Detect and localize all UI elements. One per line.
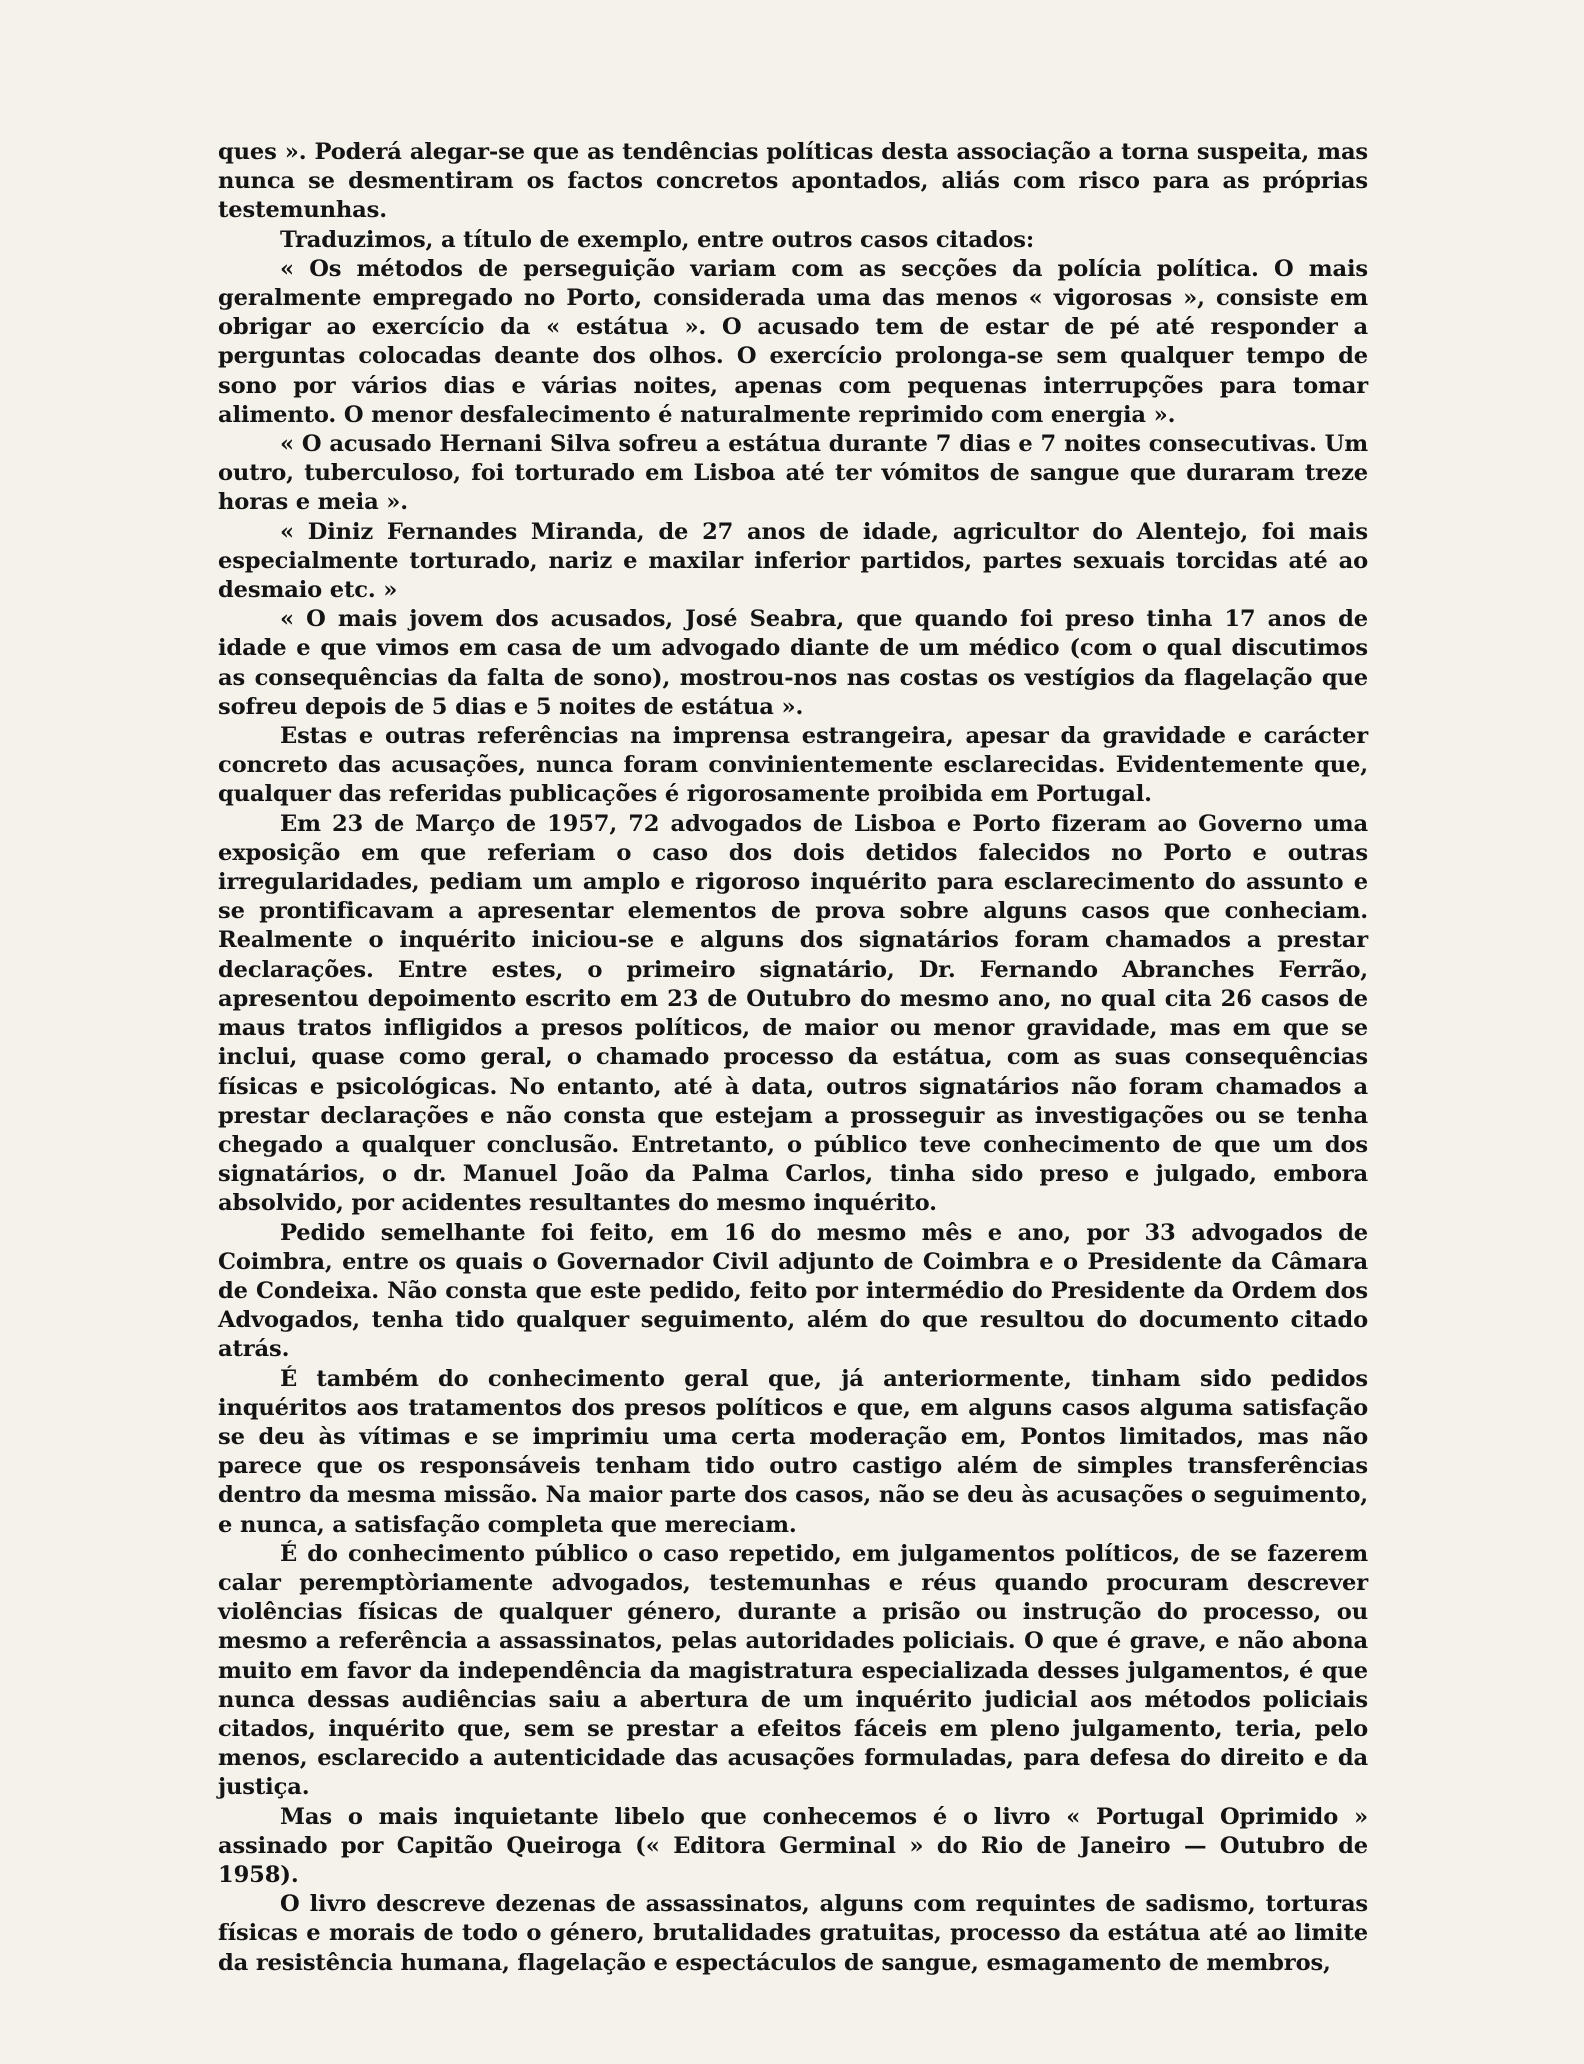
paragraph-intro-examples: Traduzimos, a título de exemplo, entre outros casos citados: bbox=[280, 226, 1035, 253]
paragraph-foreign-press: Estas e outras referências na imprensa estrangeira, apesar da gravidade e carácter concreto das acusações, nunca foram convinientemente esclarecidas. Evidentemente que, qualquer das referidas publicações é rigorosamente proibida em Portugal. bbox=[218, 723, 1368, 808]
body-text bbox=[218, 138, 1368, 1978]
paragraph-book-description: O livro descreve dezenas de assassinatos, alguns com requintes de sadismo, torturas físicas e morais de todo o género, brutalidades gratuitas, processo da estátua até ao limite da resistência humana, flagelação e espectáculos de sangue, esmagamento de membros, bbox=[218, 1891, 1368, 1976]
paragraph-quote-hernani: « O acusado Hernani Silva sofreu a estátua durante 7 dias e 7 noites consecutivas. Um outro, tuberculoso, foi torturado em Lisboa até ter vómitos de sangue que duraram treze horas e meia ». bbox=[218, 431, 1368, 516]
paragraph-lawyers-lisbon: Em 23 de Março de 1957, 72 advogados de Lisboa e Porto fizeram ao Governo uma exposição em que referiam o caso dos dois detidos falecidos no Porto e outras irregularidades, pediam um amplo e rigoroso inquérito para esclarecimento do assunto e se prontificavam a apresentar elementos de prova sobre alguns casos que conheciam. Realmente o inquérito iniciou-se e alguns dos signatários foram chamados a prestar declarações. Entre estes, o primeiro signatário, Dr. Fernando Abranches Ferrão, apresentou depoimento escrito em 23 de Outubro do mesmo ano, no qual cita 26 casos de maus tratos infligidos a presos políticos, de maior ou menor gravidade, mas em que se inclui, quase como geral, o chamado processo da estátua, com as suas consequências físicas e psicológicas. No entanto, até à data, outros signatários não foram chamados a prestar declarações e não consta que estejam a prosseguir as investigações ou se tenha chegado a qualquer conclusão. Entretanto, o público teve conhecimento de que um dos signatários, o dr. Manuel João da Palma Carlos, tinha sido preso e julgado, embora absolvido, por acidentes resultantes do mesmo inquérito. bbox=[218, 810, 1368, 1217]
paragraph-quote-diniz: « Diniz Fernandes Miranda, de 27 anos de idade, agricultor do Alentejo, foi mais especialmente torturado, nariz e maxilar inferior partidos, partes sexuais torcidas até ao desmaio etc. » bbox=[218, 518, 1368, 604]
paragraph-book-reference: Mas o mais inquietante libelo que conhecemos é o livro « Portugal Oprimido » assinado por Capitão Queiroga (« Editora Germinal » do Rio de Janeiro — Outubro de 1958). bbox=[218, 1803, 1368, 1888]
paragraph-political-trials: É do conhecimento público o caso repetido, em julgamentos políticos, de se fazerem calar peremptòriamente advogados, testemunhas e réus quando procuram descrever violências físicas de qualquer género, durante a prisão ou instrução do processo, ou mesmo a referência a assassinatos, pelas autoridades policiais. O que é grave, e não abona muito em favor da independência da magistratura especializada desses julgamentos, é que nunca dessas audiências saiu a abertura de um inquérito judicial aos métodos policiais citados, inquérito que, sem se prestar a efeitos fáceis em pleno julgamento, teria, pelo menos, esclarecido a autenticidade das acusações formuladas, para defesa do direito e da justiça. bbox=[218, 1540, 1368, 1801]
paragraph-quote-seabra: « O mais jovem dos acusados, José Seabra, que quando foi preso tinha 17 anos de idade e que vimos em casa de um advogado diante de um médico (com o qual discutimos as consequências da falta de sono), mostrou-nos nas costas os vestígios da flagelação que sofreu depois de 5 dias e 5 noites de estátua ». bbox=[218, 606, 1368, 720]
paragraph-quote-methods: « Os métodos de perseguição variam com as secções da polícia política. O mais geralmente empregado no Porto, considerada uma das menos « vigorosas », consiste em obrigar ao exercício da « estátua ». O acusado tem de estar de pé até responder a perguntas colocadas deante dos olhos. O exercício prolonga-se sem qualquer tempo de sono por vários dias e várias noites, apenas com pequenas interrupções para tomar alimento. O menor desfalecimento é naturalmente reprimido com energia ». bbox=[218, 255, 1368, 428]
paragraph-lawyers-coimbra: Pedido semelhante foi feito, em 16 do mesmo mês e ano, por 33 advogados de Coimbra, entre os quais o Governador Civil adjunto de Coimbra e o Presidente da Câmara de Condeixa. Não consta que este pedido, feito por intermédio do Presidente da Ordem dos Advogados, tenha tido qualquer seguimento, além do que resultou do documento citado atrás. bbox=[218, 1219, 1368, 1363]
paragraph-continuation: ques ». Poderá alegar-se que as tendências políticas desta associação a torna suspeita, mas nunca se desmentiram os factos concretos apontados, aliás com risco para as próprias testemunhas. bbox=[218, 139, 1368, 224]
paragraph-earlier-inquiries: É também do conhecimento geral que, já anteriormente, tinham sido pedidos inquéritos aos tratamentos dos presos políticos e que, em alguns casos alguma satisfação se deu às vítimas e se imprimiu uma certa moderação em, Pontos limitados, mas não parece que os responsáveis tenham tido outro castigo além de simples transferências dentro da mesma missão. Na maior parte dos casos, não se deu às acusações o seguimento, e nunca, a satisfação completa que mereciam. bbox=[218, 1365, 1368, 1538]
